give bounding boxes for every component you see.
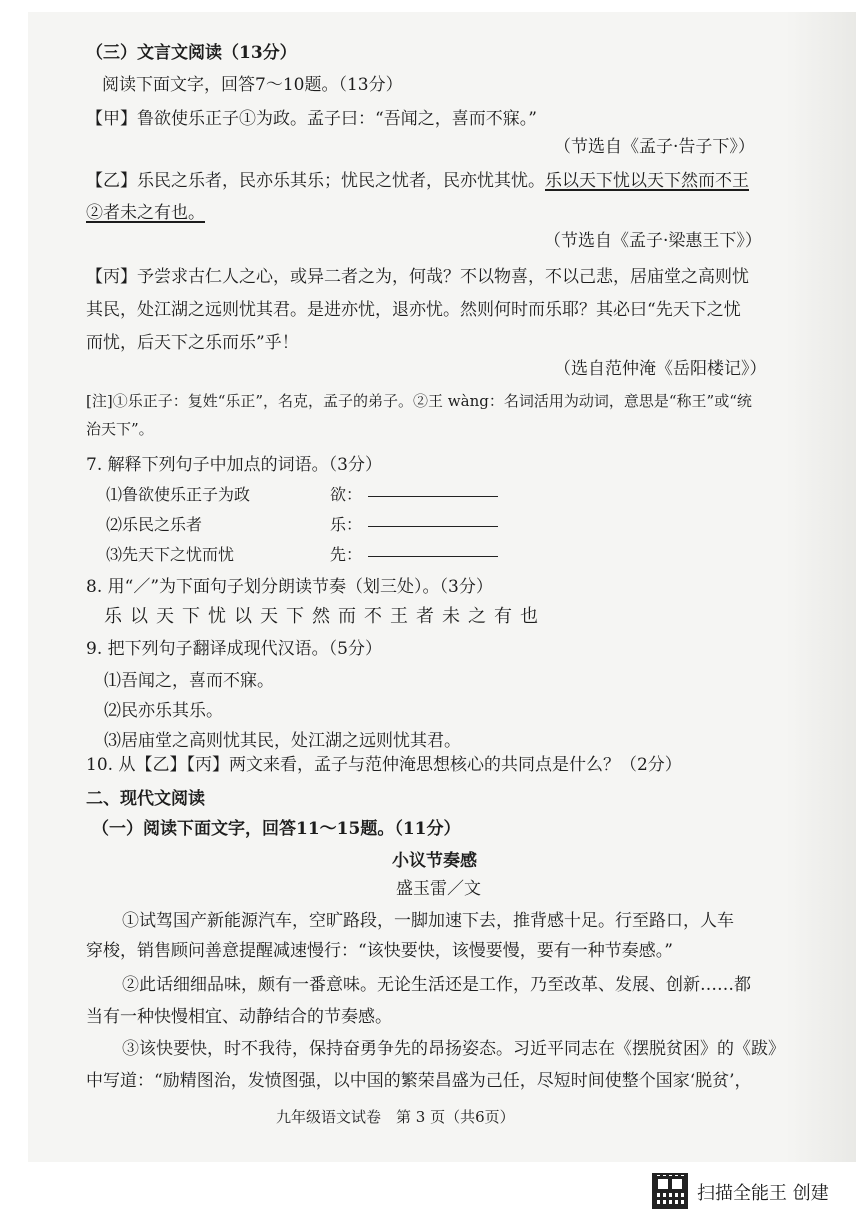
paragraph-3-line2: 中写道：“励精图治，发愤图强，以中国的繁荣昌盛为己任，尽短时间使整个国家‘脱贫’，	[86, 1071, 752, 1091]
section-2-subheading: （一）阅读下面文字，回答11～15题。（11分）	[92, 819, 461, 839]
passage-bing-source: （选自范仲淹《岳阳楼记》）	[554, 359, 767, 379]
passage-bing-line2: 其民，处江湖之远则忧其君。是进亦忧，退亦忧。然则何时而乐耶？其必曰“先天下之忧	[86, 300, 741, 320]
paragraph-2-line1: ②此话细细品味，颇有一番意味。无论生活还是工作，乃至改革、发展、创新……都	[122, 975, 751, 995]
q7-answer-blank-2[interactable]	[368, 526, 498, 527]
q9-item-3: ⑶居庙堂之高则忧其民，处江湖之远则忧其君。	[104, 731, 461, 751]
question-8-title: 8. 用“／”为下面句子划分朗读节奏（划三处）。（3分）	[86, 577, 493, 597]
q7-item-3: ⑶先天下之忧而忧	[106, 545, 235, 564]
paragraph-2-line2: 当有一种快慢相宜、动静结合的节奏感。	[86, 1007, 392, 1027]
passage-yi-line1: 【乙】乐民之乐者，民亦乐其乐；忧民之忧者，民亦忧其忧。乐以天下忧以天下然而不王	[86, 171, 749, 191]
passage-bing-line1: 【丙】予尝求古仁人之心，或异二者之为，何哉？不以物喜，不以己悲，居庙堂之高则忧	[86, 267, 749, 287]
passage-yi-line2: ②者未之有也。	[86, 203, 205, 223]
article-author: 盛玉雷／文	[396, 879, 481, 899]
passage-yi-source: （节选自《孟子·梁惠王下》）	[544, 231, 762, 251]
q7-item-2-word: 乐：	[330, 515, 363, 534]
q7-item-3-word: 先：	[330, 545, 363, 564]
passage-bing-line3: 而忧，后天下之乐而乐”乎！	[86, 333, 299, 353]
annotation-line2: 治天下”。	[86, 420, 154, 438]
question-9-title: 9. 把下列句子翻译成现代汉语。（5分）	[86, 639, 382, 659]
question-7-title: 7. 解释下列句子中加点的词语。（3分）	[86, 455, 382, 475]
q7-item-1: ⑴鲁欲使乐正子为政	[106, 485, 251, 504]
question-10-title: 10. 从【乙】【丙】两文来看，孟子与范仲淹思想核心的共同点是什么？（2分）	[86, 755, 682, 775]
paragraph-1-line2: 穿梭，销售顾问善意提醒减速慢行：“该快要快，该慢要慢，要有一种节奏感。”	[86, 941, 673, 961]
q7-item-2: ⑵乐民之乐者	[106, 515, 203, 534]
scan-shadow	[786, 12, 856, 1162]
underlined-sentence: 乐以天下忧以天下然而不王	[545, 171, 749, 191]
instruction-text: 阅读下面文字，回答7～10题。（13分）	[102, 75, 403, 95]
passage-jia-source: （节选自《孟子·告子下》）	[554, 137, 755, 157]
scanner-brand-label: 扫描全能王 创建	[697, 1183, 829, 1204]
passage-jia: 【甲】鲁欲使乐正子①为政。孟子曰：“吾闻之，喜而不寐。”	[86, 109, 537, 129]
page-footer: 九年级语文试卷 第 3 页（共6页）	[276, 1108, 515, 1126]
section-heading: （三）文言文阅读（13分）	[86, 43, 297, 63]
paragraph-3-line1: ③该快要快，时不我待，保持奋勇争先的昂扬姿态。习近平同志在《摆脱贫困》的《跋》	[122, 1039, 785, 1059]
paragraph-1-line1: ①试驾国产新能源汽车，空旷路段，一脚加速下去，推背感十足。行至路口，人车	[122, 911, 734, 931]
qr-code-icon	[652, 1173, 688, 1209]
q7-item-1-word: 欲：	[330, 485, 363, 504]
q9-item-2: ⑵民亦乐其乐。	[104, 701, 223, 721]
section-2-heading: 二、现代文阅读	[86, 789, 205, 809]
q9-item-1: ⑴吾闻之，喜而不寐。	[104, 671, 274, 691]
q7-answer-blank-1[interactable]	[368, 496, 498, 497]
q8-sentence[interactable]: 乐以天下忧以天下然而不王者未之有也	[104, 606, 546, 627]
exam-page	[28, 12, 856, 1162]
article-title: 小议节奏感	[392, 851, 477, 871]
annotation-line1: [注]①乐正子：复姓“乐正”，名克，孟子的弟子。②王 wàng：名词活用为动词，意思是“称王”或“统	[86, 392, 752, 410]
q7-answer-blank-3[interactable]	[368, 556, 498, 557]
